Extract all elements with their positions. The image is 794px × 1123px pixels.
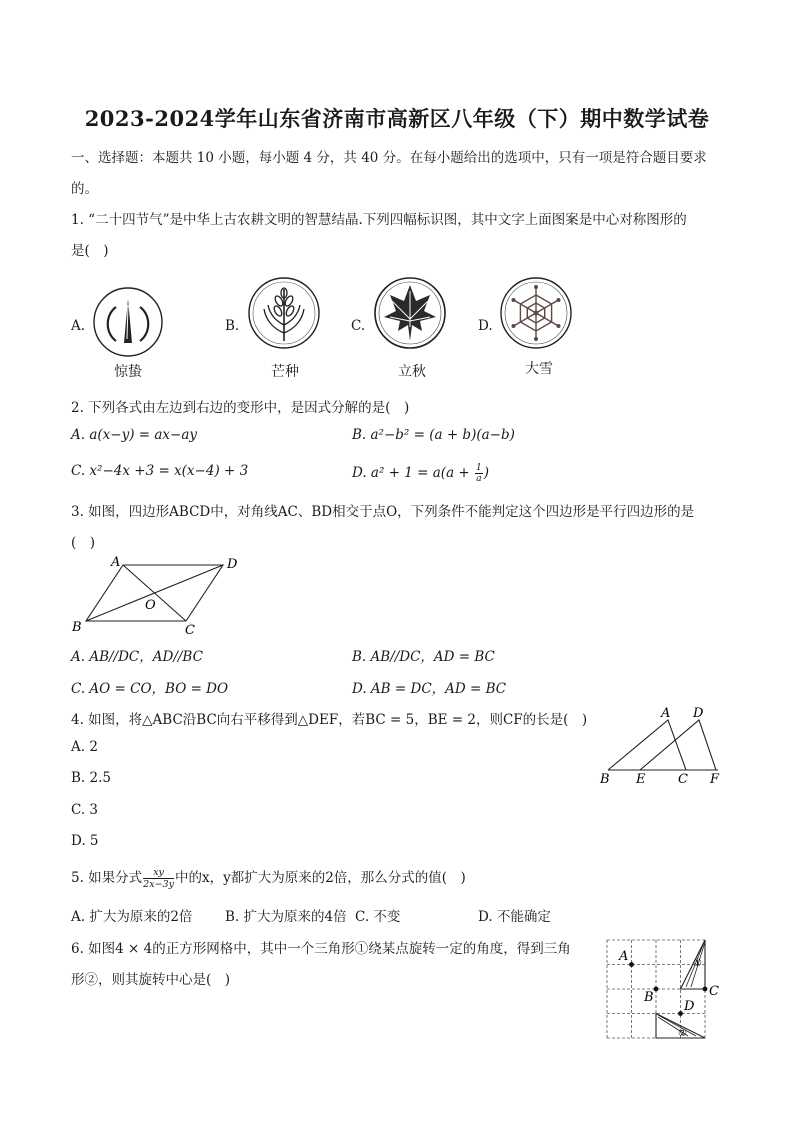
q4-option-d: D. 5 bbox=[71, 833, 99, 849]
q4-label-d: D bbox=[693, 706, 704, 721]
q1-stem-line2: 是( ) bbox=[71, 243, 109, 259]
q2-option-a: A. a(x−y) = ax−ay bbox=[71, 427, 198, 443]
q4-label-c: C bbox=[678, 772, 688, 786]
q1-caption-a: 惊蛰 bbox=[114, 364, 142, 380]
jingzhe-emblem-icon bbox=[91, 285, 165, 359]
q1-option-b-letter: B. bbox=[225, 318, 240, 334]
q6-stem-line1: 6. 如图4 × 4的正方形网格中，其中一个三角形①绕某点旋转一定的角度，得到三角 bbox=[71, 941, 571, 957]
q1-option-a-letter: A. bbox=[71, 318, 86, 334]
q6-label-c: C bbox=[709, 984, 719, 999]
q6-stem-line2: 形②，则其旋转中心是( ) bbox=[71, 972, 231, 988]
q3-option-a: A. AB//DC，AD//BC bbox=[71, 649, 203, 665]
q3-label-b: B bbox=[72, 620, 82, 635]
q4-option-c: C. 3 bbox=[71, 802, 99, 818]
q2-option-d: D. a² + 1 = a(a + $\frac{1}{a}$ ) bbox=[352, 463, 490, 484]
q4-label-f: F bbox=[710, 772, 720, 786]
section-heading-line1: 一、选择题：本题共 10 小题，每小题 4 分，共 40 分。在每小题给出的选项中，只有一项是符合题目要求 bbox=[71, 150, 707, 166]
q5-stem: 5. 如果分式 $\frac{xy}{2x-3y}$ 中的x，y都扩大为原来的2倍，那么分式的值( ) bbox=[71, 867, 466, 890]
q4-label-b: B bbox=[600, 772, 610, 786]
q4-stem: 4. 如图，将△ABC沿BC向右平移得到△DEF，若BC = 5，BE = 2，则CF的长是( ) bbox=[71, 712, 588, 728]
q1-option-c-letter: C. bbox=[351, 318, 366, 334]
q1-option-d-letter: D. bbox=[478, 318, 493, 334]
q2-option-b: B. a²−b² = (a + b)(a−b) bbox=[352, 427, 515, 443]
mangzhong-emblem-icon bbox=[246, 275, 322, 351]
q1-stem-line1: 1. “二十四节气”是中华上古农耕文明的智慧结晶.下列四幅标识图，其中文字上面图案是中心对称图形的 bbox=[71, 212, 687, 228]
rotation-grid-figure bbox=[598, 932, 728, 1044]
liqiu-emblem-icon bbox=[372, 275, 448, 351]
q3-label-a: A bbox=[111, 555, 121, 570]
q4-option-a: A. 2 bbox=[71, 739, 98, 755]
parallelogram-figure bbox=[68, 553, 248, 638]
q3-option-b: B. AB//DC，AD = BC bbox=[352, 649, 495, 665]
q5-option-a: A. 扩大为原来的2倍 bbox=[71, 909, 193, 925]
q5-option-c: C. 不变 bbox=[355, 909, 401, 925]
q1-caption-d: 大雪 bbox=[525, 361, 553, 377]
q5-option-b: B. 扩大为原来的4倍 bbox=[225, 909, 347, 925]
q2-stem: 2. 下列各式由左边到右边的变形中，是因式分解的是( ) bbox=[71, 400, 410, 416]
q1-caption-c: 立秋 bbox=[398, 364, 426, 380]
page-title: 2023-2024学年山东省济南市高新区八年级（下）期中数学试卷 bbox=[84, 106, 710, 131]
daxue-emblem-icon bbox=[498, 275, 574, 351]
q6-label-triangle-2: ② bbox=[678, 1028, 687, 1039]
q4-label-e: E bbox=[636, 772, 646, 786]
q3-label-c: C bbox=[185, 623, 195, 638]
q6-label-triangle-1: ① bbox=[693, 958, 702, 969]
q3-option-c: C. AO = CO，BO = DO bbox=[71, 681, 229, 697]
q4-label-a: A bbox=[661, 706, 671, 721]
q3-label-d: D bbox=[227, 557, 238, 572]
q1-caption-b: 芒种 bbox=[271, 364, 299, 380]
q6-label-b: B bbox=[644, 990, 654, 1005]
q6-label-a: A bbox=[619, 949, 629, 964]
q3-option-d: D. AB = DC，AD = BC bbox=[352, 681, 507, 697]
translation-triangles-figure bbox=[596, 704, 728, 786]
q4-option-b: B. 2.5 bbox=[71, 770, 111, 786]
q3-stem-line2: ( ) bbox=[71, 535, 96, 551]
section-heading-line2: 的。 bbox=[71, 181, 98, 197]
q3-label-o: O bbox=[145, 598, 156, 613]
q3-stem-line1: 3. 如图，四边形ABCD中，对角线AC、BD相交于点O，下列条件不能判定这个四边形是平行四边形的是 bbox=[71, 504, 695, 520]
q5-option-d: D. 不能确定 bbox=[478, 909, 551, 925]
q2-option-c: C. x²−4x +3 = x(x−4) + 3 bbox=[71, 463, 249, 479]
q6-label-d: D bbox=[684, 999, 695, 1014]
